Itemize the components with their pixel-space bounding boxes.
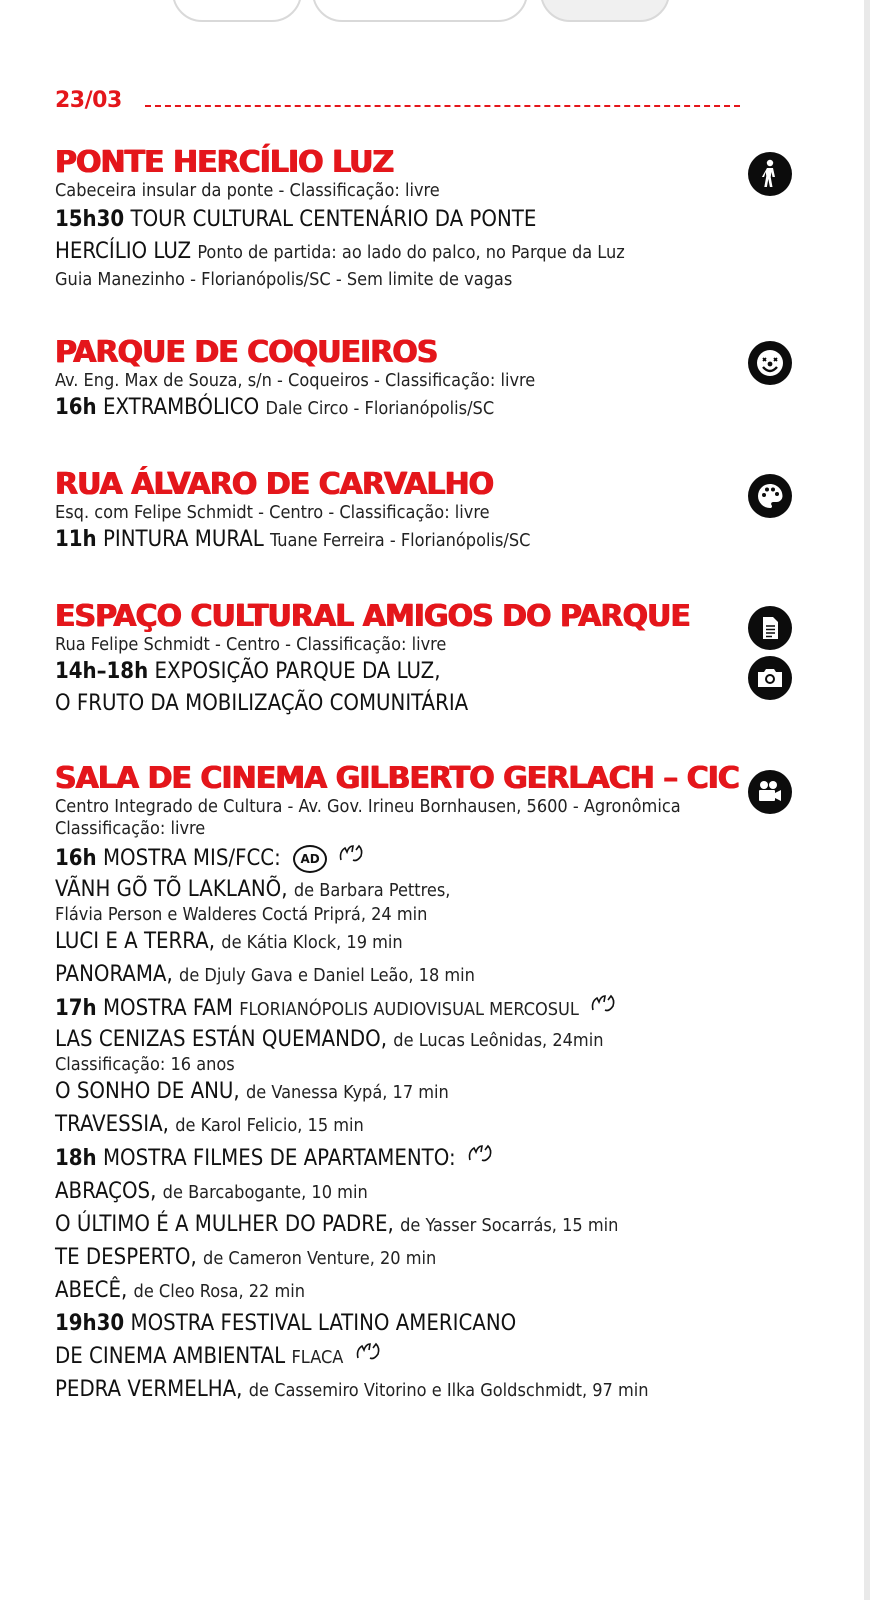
event-line: [55, 236, 815, 269]
film-title: TRAVESSIA,: [55, 1112, 169, 1137]
camera-icon: [748, 656, 792, 700]
film-credit: de Cameron Venture, 20 min: [203, 1248, 437, 1269]
audio-description-icon: AD: [293, 845, 327, 873]
date-header: [55, 88, 755, 118]
venue-address: Esq. com Felipe Schmidt - Centro - Classificação: livre: [55, 502, 490, 523]
film-line: [55, 1109, 815, 1142]
sign-language-icon: [589, 992, 619, 1026]
film-title: LUCI E A TERRA,: [55, 929, 215, 954]
session-time: 18h: [55, 1146, 97, 1171]
event-line: [55, 524, 815, 557]
event-title: PINTURA MURAL: [102, 527, 264, 552]
event-time: 14h–18h: [55, 659, 149, 684]
session-line: [55, 1142, 815, 1176]
film-line: [55, 1275, 815, 1308]
walking-person-icon: [748, 152, 792, 196]
venue-address: Cabeceira insular da ponte - Classificação: livre: [55, 180, 440, 201]
venue-espaco-cultural-amigos-do-parque: [55, 600, 815, 720]
clown-face-icon: [748, 341, 792, 385]
film-line: [55, 1026, 815, 1054]
film-credit: Flávia Person e Walderes Coctá Priprá, 24 min: [55, 904, 428, 925]
film-line: [55, 926, 815, 959]
film-title: PEDRA VERMELHA,: [55, 1377, 243, 1402]
top-tab-1[interactable]: [172, 0, 302, 22]
event-info: Tuane Ferreira - Florianópolis/SC: [270, 530, 531, 551]
film-title: LAS CENIZAS ESTÁN QUEMANDO,: [55, 1027, 387, 1052]
event-info: Ponto de partida: ao lado do palco, no Parque da Luz: [197, 242, 625, 263]
venue-title: RUA ÁLVARO DE CARVALHO: [55, 467, 494, 502]
venue-title: PARQUE DE COQUEIROS: [55, 335, 438, 370]
venue-address: Centro Integrado de Cultura - Av. Gov. Irineu Bornhausen, 5600 - Agronômica: [55, 796, 681, 817]
film-line: [55, 1176, 815, 1209]
session-title: MOSTRA FESTIVAL LATINO AMERICANO: [130, 1311, 517, 1336]
film-title: O ÚLTIMO É A MULHER DO PADRE,: [55, 1212, 394, 1237]
session-title: MOSTRA MIS/FCC:: [102, 846, 281, 871]
film-title: ABECÊ,: [55, 1278, 128, 1303]
film-title: VÃNH GÕ TÕ LAKLANÕ,: [55, 877, 288, 902]
event-info: Guia Manezinho - Florianópolis/SC - Sem limite de vagas: [55, 269, 513, 290]
session-line: [55, 842, 815, 876]
session-line: [55, 992, 815, 1026]
film-credit: de Cleo Rosa, 22 min: [133, 1281, 306, 1302]
film-title: TE DESPERTO,: [55, 1245, 197, 1270]
session-title: MOSTRA FAM: [102, 996, 233, 1021]
film-title: PANORAMA,: [55, 962, 173, 987]
event-time: 16h: [55, 395, 97, 420]
session-title: DE CINEMA AMBIENTAL: [55, 1344, 286, 1369]
venue-title: SALA DE CINEMA GILBERTO GERLACH – CIC: [55, 761, 739, 796]
film-camera-icon: [748, 770, 792, 814]
event-line: [55, 204, 815, 236]
palette-icon: [748, 474, 792, 518]
venue-address: Rua Felipe Schmidt - Centro - Classificação: livre: [55, 634, 447, 655]
session-title: MOSTRA FILMES DE APARTAMENTO:: [102, 1146, 456, 1171]
event-title: TOUR CULTURAL CENTENÁRIO DA PONTE: [130, 207, 537, 232]
film-line: [55, 1374, 815, 1407]
venue-parque-de-coqueiros: [55, 336, 815, 425]
film-credit: de Karol Felicio, 15 min: [175, 1115, 364, 1136]
film-rating: Classificação: 16 anos: [55, 1054, 235, 1075]
event-title: HERCÍLIO LUZ: [55, 239, 192, 264]
event-time: 15h30: [55, 207, 125, 232]
film-title: O SONHO DE ANU,: [55, 1079, 240, 1104]
film-credit: de Vanessa Kypá, 17 min: [246, 1082, 449, 1103]
venue-rating: Classificação: livre: [55, 818, 206, 839]
film-line: [55, 959, 815, 992]
document-icon: [748, 606, 792, 650]
top-tab-3[interactable]: [540, 0, 670, 22]
event-title: O FRUTO DA MOBILIZAÇÃO COMUNITÁRIA: [55, 691, 469, 716]
sign-language-icon: [337, 842, 367, 876]
session-line: [55, 1308, 815, 1340]
venue-rua-alvaro-de-carvalho: [55, 468, 815, 557]
film-line: [55, 1076, 815, 1109]
session-subtitle: FLACA: [291, 1347, 344, 1368]
session-time: 17h: [55, 996, 97, 1021]
dashed-divider: [145, 105, 740, 107]
session-time: 19h30: [55, 1311, 125, 1336]
date-label: 23/03: [55, 88, 122, 113]
venue-sala-de-cinema-cic: [55, 762, 815, 1407]
film-credit: de Lucas Leônidas, 24min: [393, 1030, 604, 1051]
top-tab-2[interactable]: [312, 0, 528, 22]
film-line: [55, 1242, 815, 1275]
event-line: [55, 392, 815, 425]
event-title: EXTRAMBÓLICO: [102, 395, 260, 420]
scrollbar[interactable]: [864, 0, 870, 1600]
session-line: [55, 1340, 815, 1374]
session-time: 16h: [55, 846, 97, 871]
film-credit: de Barbara Pettres,: [293, 880, 451, 901]
film-credit: de Yasser Socarrás, 15 min: [400, 1215, 619, 1236]
event-title: EXPOSIÇÃO PARQUE DA LUZ,: [154, 659, 441, 684]
venue-title: ESPAÇO CULTURAL AMIGOS DO PARQUE: [55, 599, 690, 634]
event-info: Dale Circo - Florianópolis/SC: [265, 398, 495, 419]
film-title: ABRAÇOS,: [55, 1179, 157, 1204]
event-time: 11h: [55, 527, 97, 552]
venue-title: PONTE HERCÍLIO LUZ: [55, 145, 394, 180]
venue-address: Av. Eng. Max de Souza, s/n - Coqueiros - Classificação: livre: [55, 370, 536, 391]
sign-language-icon: [466, 1142, 496, 1176]
film-credit: de Barcabogante, 10 min: [162, 1182, 368, 1203]
event-line: [55, 656, 815, 688]
film-credit: de Djuly Gava e Daniel Leão, 18 min: [179, 965, 475, 986]
film-credit: de Cassemiro Vitorino e Ilka Goldschmidt, 97 min: [248, 1380, 649, 1401]
film-line: [55, 876, 815, 904]
session-subtitle: FLORIANÓPOLIS AUDIOVISUAL MERCOSUL: [239, 999, 579, 1020]
sign-language-icon: [354, 1340, 384, 1374]
venue-ponte-hercilio-luz: [55, 146, 815, 291]
film-line: [55, 1209, 815, 1242]
film-credit: de Kátia Klock, 19 min: [221, 932, 403, 953]
